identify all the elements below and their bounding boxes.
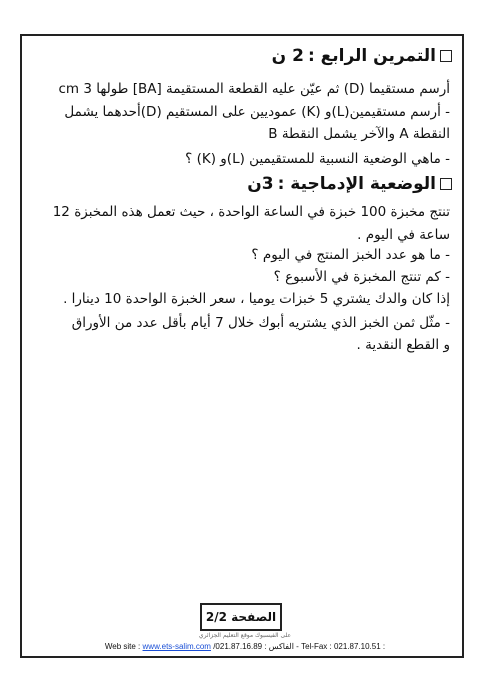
page-number-label: الصفحة 2/2 — [205, 610, 277, 624]
integration-line-5: إذا كان والدك يشتري 5 خبزات يوميا ، سعر الخبزة الواحدة 10 دينارا . — [63, 291, 450, 307]
integration-points: 3ن — [247, 174, 274, 194]
footer-contact — [60, 642, 430, 651]
exercise4-line-3: النقطة A والآخر يشمل النقطة B — [268, 126, 450, 142]
integration-line-7: و القطع النقدية . — [356, 337, 450, 353]
checkbox-square-icon — [440, 178, 452, 190]
exercise4-line-1: أرسم مستقيما (D) ثم عيّن عليه القطعة المستقيمة [BA] طولها 3 cm — [58, 81, 450, 97]
exercise4-title: التمرين الرابع : — [307, 46, 436, 66]
integration-line-6: - مثّل ثمن الخبز الذي يشتريه أبوك خلال 7 أيام بأقل عدد من الأوراق — [71, 315, 450, 331]
exercise4-points: 2 ن — [271, 46, 304, 66]
integration-line-4: - كم تنتج المخبزة في الأسبوع ؟ — [273, 269, 450, 285]
footer-subtitle: على الفيسبوك موقع التعليم الجزائري — [198, 632, 292, 639]
integration-title: الوضعية الإدماجية : — [277, 174, 436, 194]
integration-line-3: - ما هو عدد الخبز المنتج في اليوم ؟ — [251, 247, 450, 263]
footer-phones: /021.87.16.89 : الفاكس - Tel-Fax : 021.87.10.51 : — [210, 642, 386, 651]
integration-line-2: ساعة في اليوم . — [357, 227, 450, 243]
exercise4-line-4: - ماهي الوضعية النسبية للمستقيمين (L)و (K) ؟ — [185, 151, 450, 167]
exercise4-heading — [272, 46, 452, 66]
website-link[interactable]: www.ets-salim.com — [142, 642, 211, 651]
integration-line-1: تنتج مخبزة 100 خبزة في الساعة الواحدة ، حيث تعمل هذه المخبزة 12 — [52, 204, 450, 220]
page-number-box — [200, 603, 282, 631]
integration-heading — [247, 174, 452, 194]
exercise4-line-2: - أرسم مستقيمين(L)و (K) عموديين على المستقيم (D)أحدهما يشمل — [64, 104, 450, 120]
checkbox-square-icon — [440, 50, 452, 62]
website-label: Web site : — [104, 642, 143, 651]
